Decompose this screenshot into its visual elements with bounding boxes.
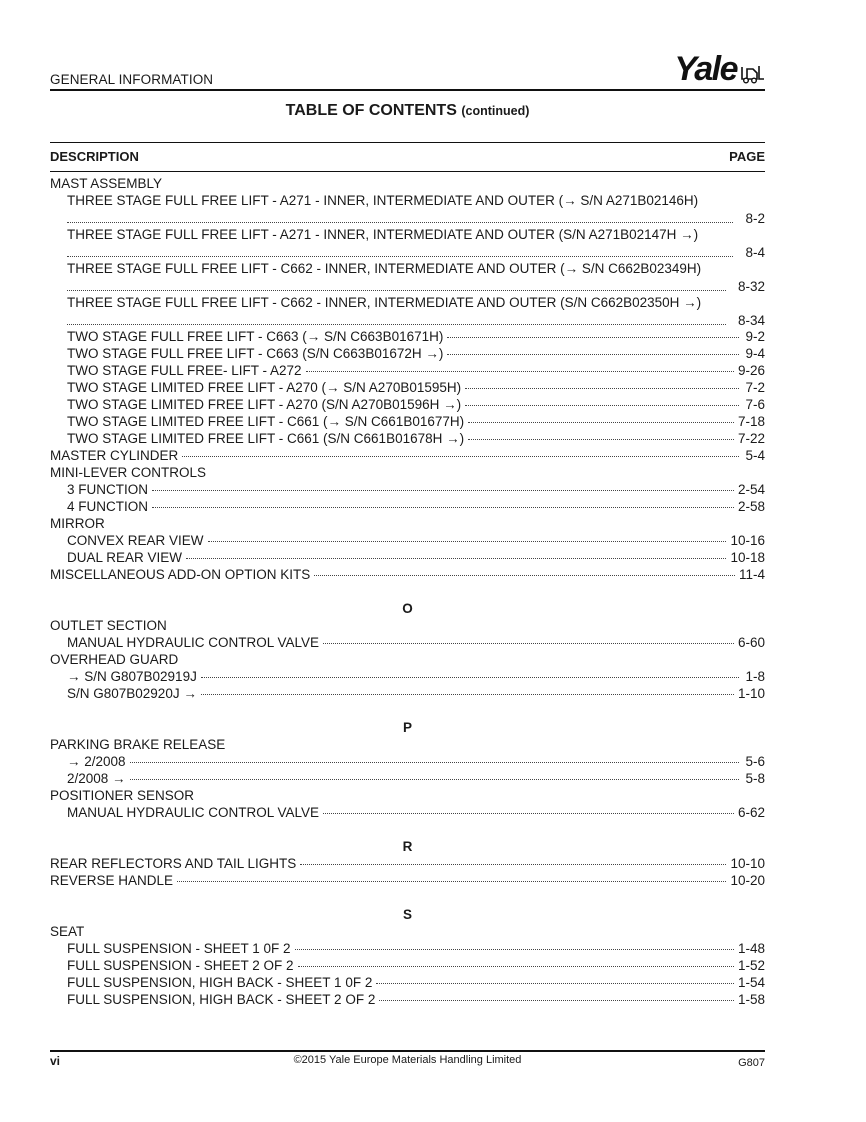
forklift-icon xyxy=(739,64,765,84)
toc-entry[interactable]: TWO STAGE LIMITED FREE LIFT - C661 (S/N C661B01678H →) 7-22 xyxy=(67,431,765,446)
toc-entry[interactable]: FULL SUSPENSION - SHEET 1 0F 2 1-48 xyxy=(67,941,765,956)
toc-entry-continuation: 8-2 xyxy=(50,209,765,226)
page-header xyxy=(50,40,765,92)
doc-code: G807 xyxy=(738,1057,765,1069)
toc-heading: POSITIONER SENSOR xyxy=(50,788,195,803)
title-main: TABLE OF CONTENTS xyxy=(285,102,457,119)
page-number: vi xyxy=(50,1054,61,1068)
toc-heading: MAST ASSEMBLY xyxy=(50,176,163,191)
section-letter-s: S xyxy=(402,907,412,922)
page-title xyxy=(50,102,765,120)
toc-entry[interactable]: → S/N G807B02919J 1-8 xyxy=(67,669,765,684)
copyright-text: ©2015 Yale Europe Materials Handling Limited xyxy=(293,1054,522,1066)
section-label: GENERAL INFORMATION xyxy=(50,72,214,87)
page-footer xyxy=(50,1054,765,1070)
toc-heading: SEAT xyxy=(50,924,85,939)
toc-entry[interactable]: TWO STAGE FULL FREE- LIFT - A272 9-26 xyxy=(67,363,765,378)
section-letter-o: O xyxy=(402,601,413,616)
toc-entry[interactable]: DUAL REAR VIEW 10-18 xyxy=(67,550,765,565)
section-letter-r: R xyxy=(402,839,413,854)
title-sub: (continued) xyxy=(461,104,530,118)
toc-entry[interactable]: FULL SUSPENSION - SHEET 2 OF 2 1-52 xyxy=(67,958,765,973)
toc-entry[interactable]: S/N G807B02920J → 1-10 xyxy=(67,686,765,701)
toc-entry[interactable]: CONVEX REAR VIEW 10-16 xyxy=(67,533,765,548)
toc-entry[interactable]: 3 FUNCTION 2-54 xyxy=(67,482,765,497)
toc-entry[interactable]: TWO STAGE FULL FREE LIFT - C663 (S/N C663B01672H →) 9-4 xyxy=(67,346,765,361)
toc-entry[interactable]: TWO STAGE LIMITED FREE LIFT - C661 (→ S/N C661B01677H) 7-18 xyxy=(67,414,765,429)
toc-entry[interactable]: THREE STAGE FULL FREE LIFT - A271 - INNER, INTERMEDIATE AND OUTER (S/N A271B02147H →) xyxy=(67,227,699,242)
header-divider xyxy=(50,89,765,91)
toc-entry-continuation: 8-4 xyxy=(50,243,765,260)
column-headers xyxy=(50,142,765,172)
toc-heading: PARKING BRAKE RELEASE xyxy=(50,737,226,752)
toc-entry[interactable]: TWO STAGE FULL FREE LIFT - C663 (→ S/N C663B01671H) 9-2 xyxy=(67,329,765,344)
toc-entry[interactable]: MASTER CYLINDER 5-4 xyxy=(50,448,765,463)
toc-entry[interactable]: 2/2008 → 5-8 xyxy=(67,771,765,786)
description-header: DESCRIPTION xyxy=(50,149,139,164)
toc-entry[interactable]: REVERSE HANDLE 10-20 xyxy=(50,873,765,888)
page-header-label: PAGE xyxy=(729,149,765,164)
toc-heading: OVERHEAD GUARD xyxy=(50,652,179,667)
toc-heading: MINI-LEVER CONTROLS xyxy=(50,465,207,480)
toc-entry[interactable]: FULL SUSPENSION, HIGH BACK - SHEET 2 OF 2 1-58 xyxy=(67,992,765,1007)
toc-entry[interactable]: MISCELLANEOUS ADD-ON OPTION KITS 11-4 xyxy=(50,567,765,582)
toc-entry[interactable]: REAR REFLECTORS AND TAIL LIGHTS 10-10 xyxy=(50,856,765,871)
toc-entry[interactable]: THREE STAGE FULL FREE LIFT - C662 - INNER, INTERMEDIATE AND OUTER (S/N C662B02350H →) xyxy=(67,295,702,310)
toc-entry[interactable]: MANUAL HYDRAULIC CONTROL VALVE 6-60 xyxy=(67,635,765,650)
toc-entry[interactable]: MANUAL HYDRAULIC CONTROL VALVE 6-62 xyxy=(67,805,765,820)
toc-heading: OUTLET SECTION xyxy=(50,618,167,633)
toc-list xyxy=(50,175,765,1008)
toc-entry[interactable]: TWO STAGE LIMITED FREE LIFT - A270 (S/N A270B01596H →) 7-6 xyxy=(67,397,765,412)
yale-logo xyxy=(674,46,765,86)
toc-entry[interactable]: 4 FUNCTION 2-58 xyxy=(67,499,765,514)
toc-entry[interactable]: TWO STAGE LIMITED FREE LIFT - A270 (→ S/N A270B01595H) 7-2 xyxy=(67,380,765,395)
toc-entry[interactable]: THREE STAGE FULL FREE LIFT - C662 - INNER, INTERMEDIATE AND OUTER (→ S/N C662B02349H) xyxy=(67,261,702,276)
logo-text: Yale xyxy=(674,50,737,88)
footer-divider xyxy=(50,1050,765,1052)
toc-entry-continuation: 8-32 xyxy=(50,277,765,294)
toc-entry[interactable]: THREE STAGE FULL FREE LIFT - A271 - INNER, INTERMEDIATE AND OUTER (→ S/N A271B02146H) xyxy=(67,193,699,208)
toc-entry-continuation: 8-34 xyxy=(50,311,765,328)
section-letter-p: P xyxy=(402,720,412,735)
toc-heading: MIRROR xyxy=(50,516,105,531)
toc-entry[interactable]: FULL SUSPENSION, HIGH BACK - SHEET 1 0F 2 1-54 xyxy=(67,975,765,990)
toc-entry[interactable]: → 2/2008 5-6 xyxy=(67,754,765,769)
